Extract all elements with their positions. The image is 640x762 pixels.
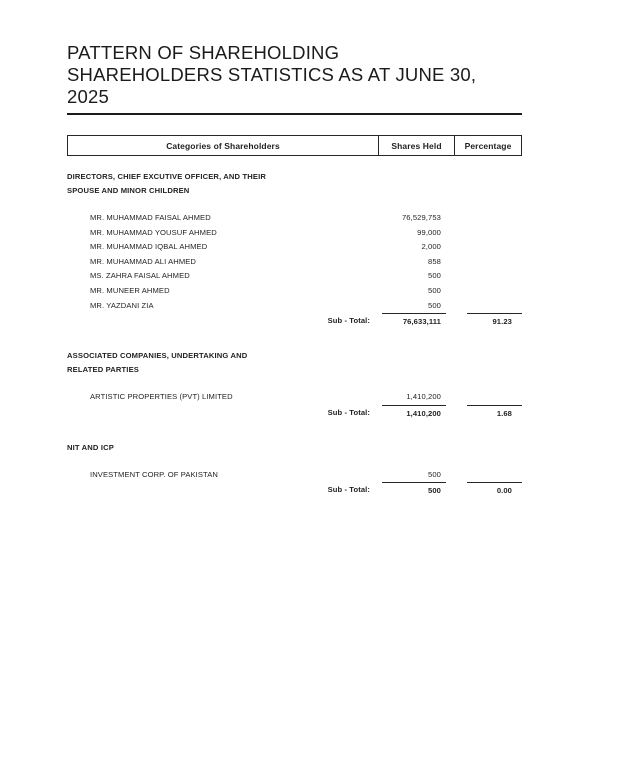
shareholder-row [67,211,522,226]
shareholder-name: MR. YAZDANI ZIA [90,300,154,310]
percentage-value [467,211,522,226]
subtotal-label: Sub - Total: [327,316,370,326]
column-gap [446,299,467,314]
shareholder-name: MR. MUHAMMAD YOUSUF AHMED [90,227,217,237]
section-heading-line: NIT AND ICP [67,442,114,452]
percentage-value [467,468,522,483]
shares-held-value: 500 [428,300,441,310]
shareholder-name: MR. MUNEER AHMED [90,285,170,295]
subtotal-shares-value: 500 [382,482,446,498]
subtotal-row [67,405,522,421]
shares-held-value: 858 [428,256,441,266]
percentage-value [467,240,522,255]
shareholder-name: INVESTMENT CORP. OF PAKISTAN [90,469,218,479]
shareholder-row [67,299,522,314]
subtotal-label: Sub - Total: [327,407,370,417]
section-heading-line: ASSOCIATED COMPANIES, UNDERTAKING AND [67,351,248,361]
section-heading-line: DIRECTORS, CHIEF EXCUTIVE OFFICER, AND THEIR [67,172,266,181]
document-title-line1: PATTERN OF SHAREHOLDING [67,42,340,63]
shareholder-name: MR. MUHAMMAD IQBAL AHMED [90,242,208,252]
percentage-value [467,226,522,241]
shareholder-row [67,226,522,241]
percentage-value [467,284,522,299]
column-gap [446,255,467,270]
subtotal-percentage-value: 1.68 [467,405,522,421]
shares-held-value: 500 [428,271,441,281]
shares-held-value: 1,410,200 [406,392,441,402]
shareholder-name: MS. ZAHRA FAISAL AHMED [90,271,190,281]
subtotal-shares-value: 1,410,200 [382,405,446,421]
col-header-categories: Categories of Shareholders [166,141,280,151]
percentage-value [467,390,522,405]
column-gap [446,211,467,226]
shares-held-value: 99,000 [417,227,441,237]
column-gap [446,405,467,421]
shares-held-value: 2,000 [421,242,441,252]
shareholder-row [67,255,522,270]
percentage-value [467,255,522,270]
section-associated-companies [67,349,522,421]
shareholder-row [67,390,522,405]
subtotal-row [67,313,522,329]
document-content [67,42,522,498]
table-header-row [67,135,522,156]
section-associated-rows [67,390,522,421]
section-nit-heading [67,441,522,455]
section-heading-line: RELATED PARTIES [67,365,140,375]
col-header-percentage: Percentage [454,136,521,155]
document-title [67,42,522,115]
section-heading-line: SPOUSE AND MINOR CHILDREN [67,186,190,195]
column-gap [446,313,467,329]
shares-held-value: 500 [428,469,441,479]
subtotal-row [67,482,522,498]
section-nit-icp [67,441,522,499]
shares-held-value: 500 [428,285,441,295]
shareholder-row [67,269,522,284]
shareholder-row [67,468,522,483]
shares-held-value: 76,529,753 [401,213,441,222]
column-gap [446,269,467,284]
percentage-value [467,299,522,314]
section-directors [67,170,522,329]
shareholder-name: ARTISTIC PROPERTIES (PVT) LIMITED [90,392,233,402]
subtotal-shares-value: 76,633,111 [382,313,446,329]
shareholder-name: MR. MUHAMMAD FAISAL AHMED [90,213,211,222]
column-gap [446,468,467,483]
column-gap [446,226,467,241]
section-nit-rows [67,468,522,499]
section-directors-rows [67,211,522,329]
percentage-value [467,269,522,284]
column-gap [446,482,467,498]
document-title-line2: SHAREHOLDERS STATISTICS AS AT JUNE 30, 2025 [67,64,477,107]
column-gap [446,240,467,255]
col-header-shares-held: Shares Held [378,136,454,155]
subtotal-label: Sub - Total: [327,485,370,495]
shareholder-row [67,284,522,299]
section-directors-heading [67,170,522,198]
subtotal-percentage-value: 91.23 [467,313,522,329]
section-associated-heading [67,349,522,377]
shareholder-row [67,240,522,255]
column-gap [446,284,467,299]
column-gap [446,390,467,405]
subtotal-percentage-value: 0.00 [467,482,522,498]
shareholder-name: MR. MUHAMMAD ALI AHMED [90,256,196,266]
